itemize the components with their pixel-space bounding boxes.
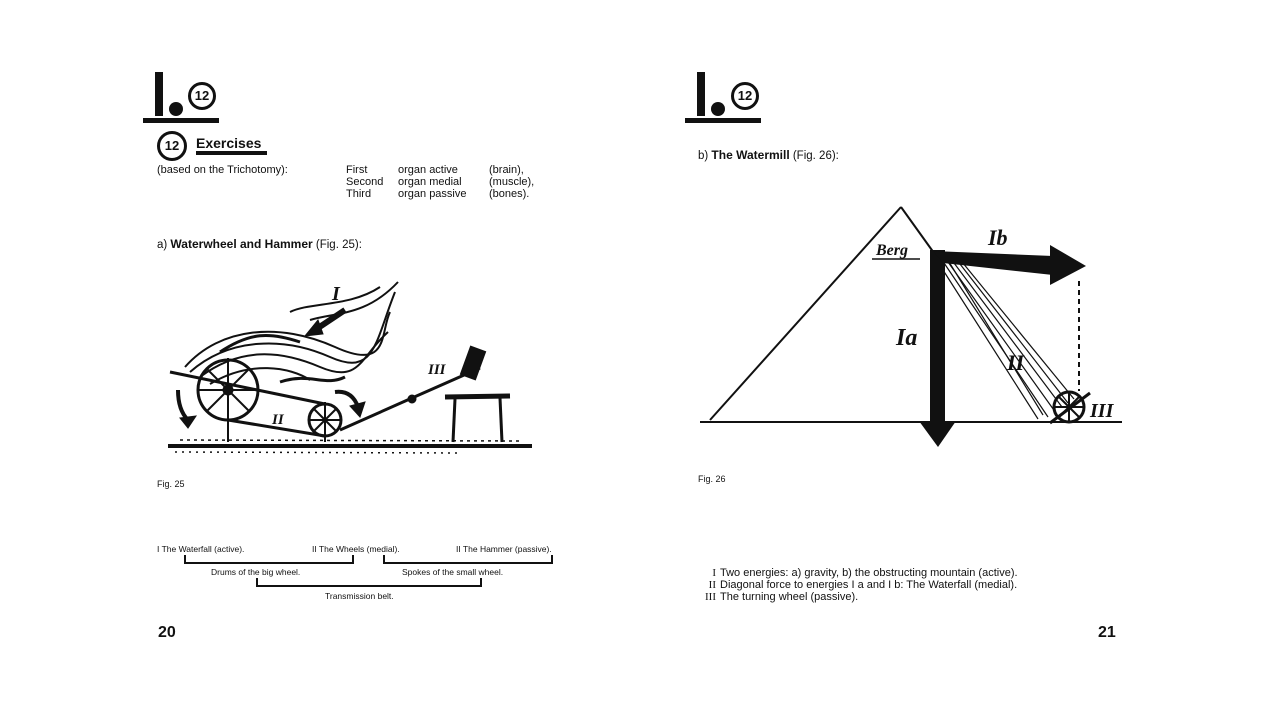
legend-numeral: I — [712, 567, 716, 579]
logo-circle-number: 12 — [731, 82, 759, 110]
turning-wheel — [1050, 392, 1090, 423]
legend-hammer: II The Hammer (passive). — [456, 544, 552, 554]
legend-numeral: II — [708, 579, 716, 591]
big-wheel — [198, 358, 258, 442]
trichotomy-ordinal: First — [346, 164, 368, 176]
logo-dot-icon — [169, 102, 183, 116]
heading-prefix: b) — [698, 150, 712, 162]
waterwheel-hammer-illustration — [160, 272, 540, 467]
section-number-badge: 12 — [157, 131, 187, 161]
logo-bar-icon — [697, 72, 705, 116]
watermill-diagram — [698, 195, 1128, 455]
trichotomy-ordinal: Third — [346, 188, 372, 200]
section-title: Exercises — [196, 135, 267, 155]
ground-line — [168, 440, 532, 453]
bracket-drums — [184, 555, 354, 564]
mountain-triangle — [710, 207, 934, 420]
vertical-force-arrow — [919, 250, 956, 447]
trichotomy-part: (muscle), — [489, 176, 535, 188]
legend-text: Diagonal force to energies I a and I b: The Waterfall (medial). — [720, 579, 1018, 591]
logo-underline — [685, 118, 761, 123]
legend-text: The turning wheel (passive). — [720, 591, 859, 603]
bracket-belt — [256, 578, 482, 587]
trichotomy-part: (bones). — [489, 188, 530, 200]
heading-ref: (Fig. 25): — [312, 239, 362, 251]
heading-ref: (Fig. 26): — [789, 150, 839, 162]
legend-item — [698, 591, 858, 603]
fig26-label-Ia: Ia — [896, 325, 918, 351]
legend-numeral: III — [705, 591, 716, 603]
page-number: 20 — [158, 624, 176, 641]
figure-caption: Fig. 26 — [698, 474, 726, 484]
fig26-label-berg: Berg — [876, 242, 908, 259]
right-page — [640, 0, 1280, 720]
figure-heading — [157, 237, 362, 251]
legend-drums: Drums of the big wheel. — [211, 567, 301, 577]
page-number: 21 — [1098, 624, 1116, 641]
legend-item — [698, 579, 1017, 591]
section-logo — [685, 70, 765, 126]
legend-text: Two energies: a) gravity, b) the obstructing mountain (active). — [720, 567, 1018, 579]
legend-wheels: II The Wheels (medial). — [312, 544, 400, 554]
legend-waterfall: I The Waterfall (active). — [157, 544, 245, 554]
trichotomy-role: organ medial — [398, 176, 462, 188]
bracket-spokes — [383, 555, 553, 564]
section-logo — [143, 70, 223, 126]
legend-spokes: Spokes of the small wheel. — [402, 567, 504, 577]
logo-circle-number: 12 — [188, 82, 216, 110]
trichotomy-role: organ active — [398, 164, 458, 176]
logo-bar-icon — [155, 72, 163, 116]
trichotomy-ordinal: Second — [346, 176, 384, 188]
fig25-label-II: II — [272, 412, 284, 428]
logo-underline — [143, 118, 219, 123]
fig26-label-Ib: Ib — [988, 225, 1008, 250]
fig26-label-III: III — [1090, 400, 1114, 422]
heading-title: Waterwheel and Hammer — [170, 237, 313, 251]
fig25-label-I: I — [332, 283, 340, 305]
figure-caption: Fig. 25 — [157, 479, 185, 489]
intro-text: (based on the Trichotomy): — [157, 164, 288, 176]
trichotomy-part: (brain), — [489, 164, 524, 176]
trichotomy-role: organ passive — [398, 188, 467, 200]
legend-belt: Transmission belt. — [325, 591, 394, 601]
heading-title: The Watermill — [711, 148, 790, 162]
fig25-label-III: III — [428, 362, 446, 378]
logo-dot-icon — [711, 102, 725, 116]
fig26-label-II: II — [1007, 350, 1025, 375]
waterfall-strokes — [185, 282, 398, 384]
figure-heading — [698, 148, 839, 162]
legend-item — [698, 567, 1018, 579]
heading-prefix: a) — [157, 239, 171, 251]
